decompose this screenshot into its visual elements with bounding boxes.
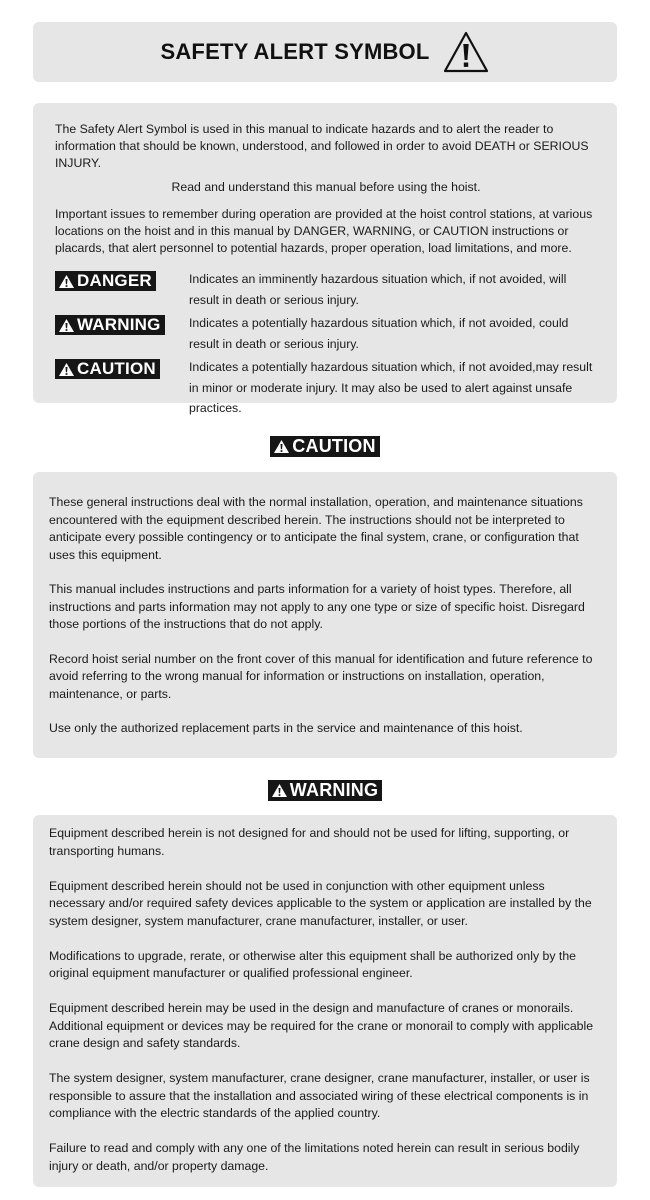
warning-label [55,315,165,335]
caution-label-text: CAUTION [77,359,156,379]
warning-panel [33,815,617,1187]
warning-paragraph: The system designer, system manufacturer, crane designer, crane manufacturer, installer, or user is responsible to assure that the installation and associated wiring of these electrical components is in compliance with the electric standards of the applied country. [49,1071,590,1120]
definition-danger [55,269,597,310]
intro-panel [33,103,617,416]
warning-paragraph: Equipment described herein may be used in the design and manufacture of cranes or monorails. Additional equipment or devices may be required for the crane or monorail to comply with applicable crane design and safety standards. [49,1001,594,1050]
read-manual-note: Read and understand this manual before using the hoist. [171,179,481,194]
caution-heading [0,436,650,457]
warning-paragraph: Modifications to upgrade, rerate, or otherwise alter this equipment shall be authorized only by the original equipment manufacturer or qualified professional engineer. [49,948,577,980]
warning-triangle-icon [271,783,288,798]
warning-heading [0,780,650,801]
caution-description: Indicates a potentially hazardous situation which, if not avoided,may result in minor or moderate injury. It may also be used to alert against unsafe practices. [189,360,593,416]
caution-paragraph: This manual includes instructions and parts information for a variety of hoist types. Therefore, all instructions and parts information may not apply to any one type or size of specific hoist. Disregard those portions of the instructions that do not apply. [49,582,585,631]
warning-label-text: WARNING [77,315,161,335]
warning-triangle-icon [58,362,75,377]
warning-description: Indicates a potentially hazardous situation which, if not avoided, could result in death or serious injury. [189,316,569,351]
signal-word-definitions [55,269,597,419]
warning-triangle-icon [58,318,75,333]
caution-panel [33,472,617,758]
warning-heading-text: WARNING [289,780,379,800]
danger-description: Indicates an imminently hazardous situation which, if not avoided, will result in death or serious injury. [189,272,567,307]
title-banner [33,22,617,82]
caution-heading-text: CAUTION [292,436,376,456]
caution-paragraph: Record hoist serial number on the front cover of this manual for identification and future reference to avoid referring to the wrong manual for information or instructions on installation, operation, maintenance, or parts. [49,651,593,701]
warning-triangle-icon [273,439,290,454]
intro-paragraph: The Safety Alert Symbol is used in this manual to indicate hazards and to alert the reader to information that should be known, understood, and followed in order to avoid DEATH or SERIOUS INJURY. [55,122,589,171]
page-title: SAFETY ALERT SYMBOL [160,39,430,64]
warning-triangle-icon [58,274,75,289]
definition-caution [55,357,597,419]
warning-paragraph: Failure to read and comply with any one of the limitations noted herein can result in serious bodily injury or death, and/or property damage. [49,1141,580,1173]
warning-paragraph: Equipment described herein should not be used in conjunction with other equipment unless necessary and/or required safety devices applicable to the system or application are installed by the system designer, system manufacturer, crane manufacturer, installer, or user. [49,878,592,928]
safety-alert-icon [442,30,490,74]
caution-heading-label [270,436,379,457]
definition-warning [55,313,597,354]
caution-label [55,359,160,379]
danger-label [55,271,156,291]
warning-heading-label [268,780,382,801]
warning-paragraph: Equipment described herein is not designed for and should not be used for lifting, supporting, or transporting humans. [49,826,570,858]
caution-paragraph: These general instructions deal with the normal installation, operation, and maintenance situations encountered with the equipment described herein. The instructions should not be interpreted to anticipate every possible contingency or to anticipate the final system, crane, or configuration that uses this equipment. [49,495,583,562]
important-issues-paragraph: Important issues to remember during operation are provided at the hoist control stations, at various locations on the hoist and in this manual by DANGER, WARNING, or CAUTION instructions or placards, that alert personnel to potential hazards, proper operation, load limitations, and more. [55,206,593,256]
caution-paragraph: Use only the authorized replacement parts in the service and maintenance of this hoist. [49,721,523,735]
danger-label-text: DANGER [77,271,152,291]
